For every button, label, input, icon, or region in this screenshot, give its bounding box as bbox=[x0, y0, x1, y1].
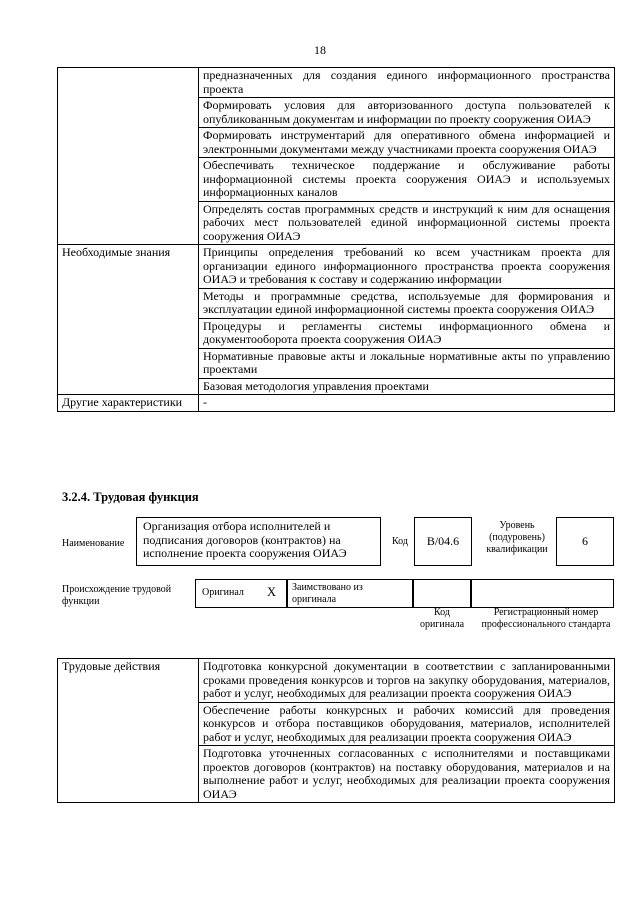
knowledge-table bbox=[57, 67, 615, 412]
original-label: Оригинал bbox=[202, 587, 244, 598]
level-label: Уровень (подуровень) квалификации bbox=[486, 520, 548, 555]
section-heading: 3.2.4. Трудовая функция bbox=[62, 490, 199, 504]
table-cell: Формировать условия для авторизованного доступа пользователей к опубликованным документам и информации по проекту сооружения ОИАЭ bbox=[199, 98, 615, 128]
table-cell: Определять состав программных средств и инструкций к ним для оснащения рабочих мест пользователей единой информационной системы проекта сооружения ОИАЭ bbox=[199, 201, 615, 245]
table-cell: Процедуры и регламенты системы информационного обмена и документооборота проекта сооружения ОИАЭ bbox=[199, 318, 615, 348]
origin-label: Происхождение трудовой функции bbox=[62, 584, 172, 607]
table-cell: Формировать инструментарий для оперативного обмена информацией и электронными документами между участниками проекта сооружения ОИАЭ bbox=[199, 128, 615, 158]
table-cell: Подготовка уточненных согласованных с исполнителями и поставщиками проектов договоров (контрактов) на поставку оборудования, материалов и на выполнение работ и услуг, необходимых для реализации проекта сооружения ОИАЭ bbox=[199, 746, 615, 803]
table-row bbox=[58, 68, 615, 98]
page-number: 18 bbox=[314, 43, 326, 57]
code-original-cell bbox=[413, 579, 471, 608]
original-mark: X bbox=[266, 585, 276, 599]
table-row bbox=[58, 395, 615, 412]
row-label bbox=[58, 68, 199, 245]
row-label: Трудовые действия bbox=[58, 659, 199, 803]
level-box bbox=[556, 517, 614, 566]
code-label: Код bbox=[392, 536, 408, 547]
table-cell: предназначенных для создания единого информационного пространства проекта bbox=[199, 68, 615, 98]
table-cell: Базовая методология управления проектами bbox=[199, 378, 615, 395]
code-original-caption: Код оригинала bbox=[419, 607, 465, 630]
function-code-box bbox=[414, 517, 472, 566]
table-cell: Обеспечивать техническое поддержание и обслуживание работы информационной системы проекта сооружения ОИАЭ и используемых информационных каналов bbox=[199, 158, 615, 202]
level-value: 6 bbox=[582, 534, 588, 548]
name-label: Наименование bbox=[62, 538, 125, 549]
table-cell: Подготовка конкурсной документации в соответствии с запланированными сроками проведения конкурсов и торгов на закупку оборудования, материалов, работ и услуг, необходимых для реализации проекта сооружения ОИАЭ bbox=[199, 659, 615, 703]
table-row bbox=[58, 245, 615, 289]
table-cell: - bbox=[199, 395, 615, 412]
row-label: Другие характеристики bbox=[58, 395, 199, 412]
function-name-box: Организация отбора исполнителей и подписания договоров (контрактов) на исполнение проекта сооружения ОИАЭ bbox=[136, 517, 381, 566]
borrowed-cell bbox=[287, 579, 413, 608]
original-cell bbox=[195, 579, 287, 608]
function-code-value: B/04.6 bbox=[426, 534, 460, 548]
reg-number-caption: Регистрационный номер профессионального стандарта bbox=[481, 607, 611, 630]
table-cell: Обеспечение работы конкурсных и рабочих комиссий для проведения конкурсов и отбора поставщиков оборудования, материалов, исполнителей работ и услуг, необходимых для реализации проекта сооружения ОИАЭ bbox=[199, 702, 615, 746]
table-cell: Нормативные правовые акты и локальные нормативные акты по управлению проектами bbox=[199, 348, 615, 378]
borrowed-label: Заимствовано из оригинала bbox=[292, 582, 363, 605]
actions-table bbox=[57, 658, 615, 803]
row-label: Необходимые знания bbox=[58, 245, 199, 395]
table-cell: Принципы определения требований ко всем участникам проекта для организации единого информационного пространства проекта сооружения ОИАЭ и требования к составу и содержанию информации bbox=[199, 245, 615, 289]
table-cell: Методы и программные средства, используемые для формирования и эксплуатации единой информационной системы проекта сооружения ОИАЭ bbox=[199, 288, 615, 318]
reg-number-cell bbox=[471, 579, 614, 608]
table-row bbox=[58, 659, 615, 703]
